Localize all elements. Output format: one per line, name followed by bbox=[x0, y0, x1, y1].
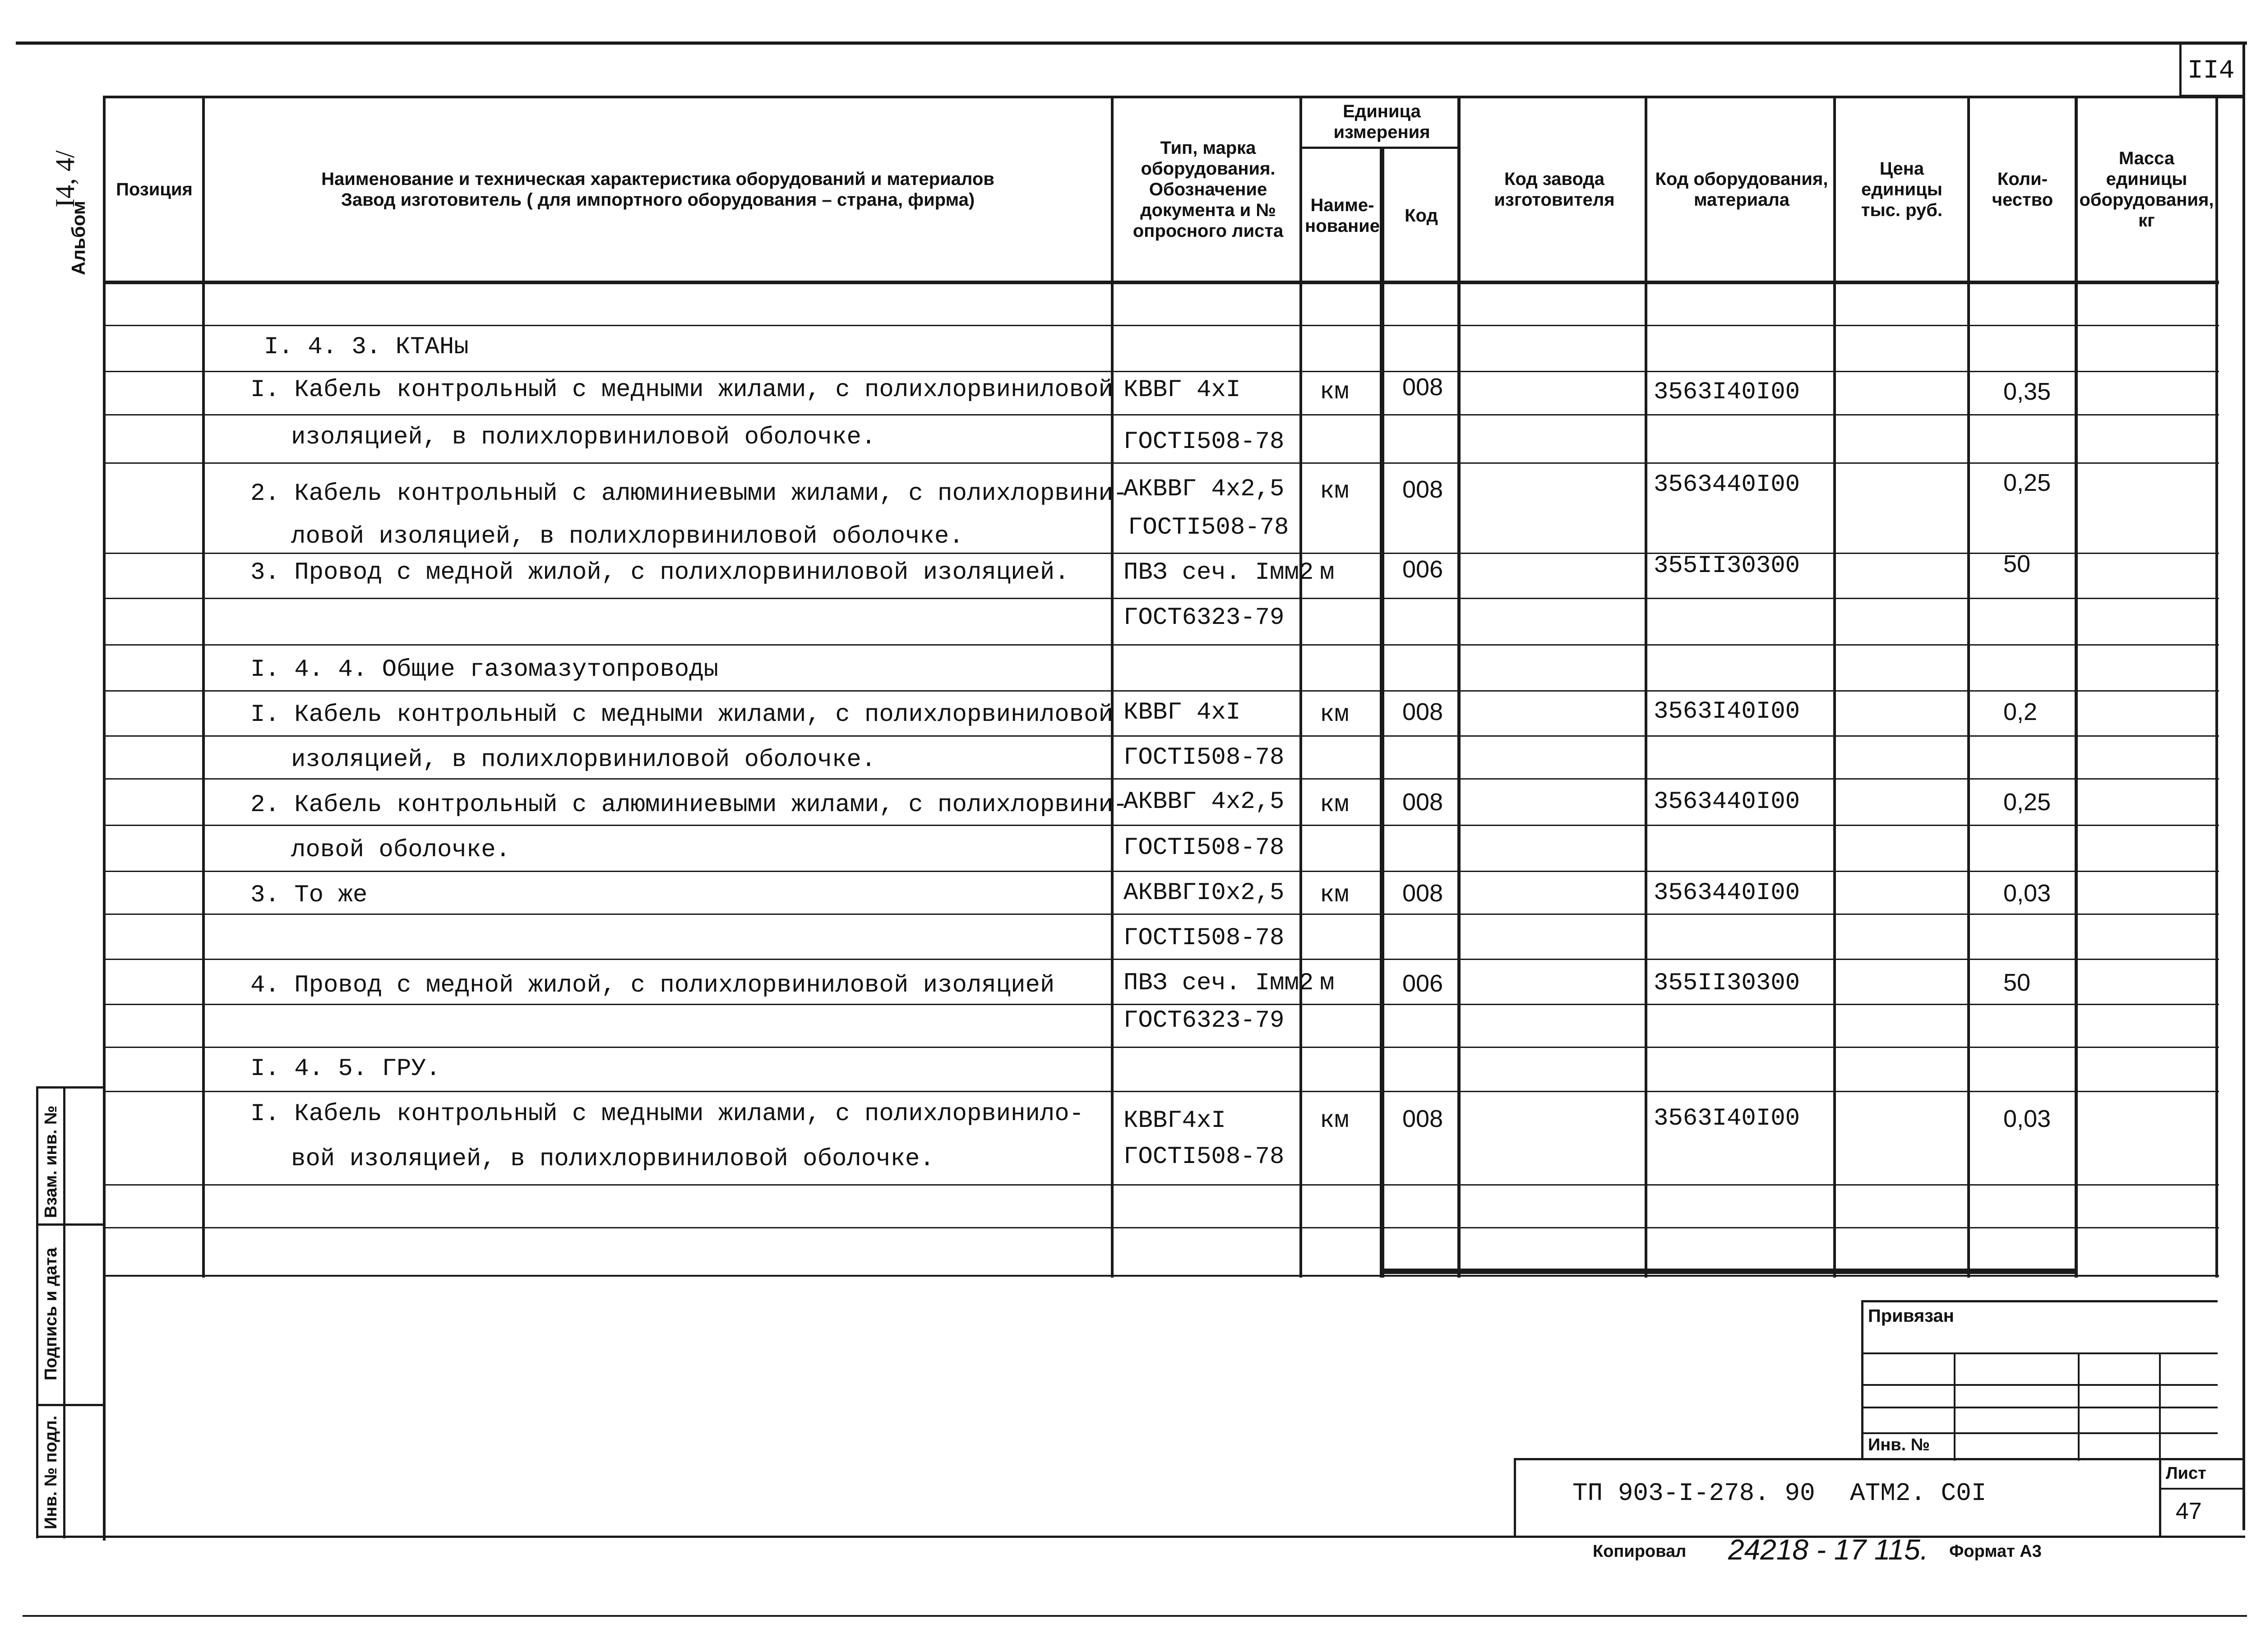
row-line bbox=[103, 1227, 2219, 1228]
row-line bbox=[103, 462, 2219, 464]
copied-label: Копировал bbox=[1593, 1542, 1687, 1561]
privyazan-grid-v1 bbox=[1954, 1352, 1956, 1461]
doc-code: ТП 903-I-278. 90 bbox=[1572, 1479, 1815, 1508]
copied-number: 24218 - 17 115. bbox=[1728, 1533, 1928, 1566]
row-code: 008 bbox=[1402, 880, 1443, 907]
bold-block-bottom bbox=[1380, 1269, 2078, 1274]
row-type: ГОСТI508-78 bbox=[1123, 834, 1285, 862]
row-line bbox=[103, 1004, 2219, 1005]
row-name: изоляцией, в полихлорвиниловой оболочке. bbox=[291, 424, 876, 451]
col-line-10 bbox=[2215, 96, 2218, 1278]
row-unit: км bbox=[1320, 478, 1349, 505]
row-line bbox=[103, 371, 2219, 372]
row-name: 2. Кабель контрольный с алюминиевыми жилами, с полихлорвини- bbox=[250, 480, 1128, 508]
row-code: 008 bbox=[1402, 476, 1443, 503]
header-unit-group: Единица измерения bbox=[1333, 102, 1430, 142]
sheet-box-divider bbox=[2159, 1488, 2245, 1490]
privyazan-label: Привязан bbox=[1868, 1306, 1954, 1326]
row-line bbox=[103, 1047, 2219, 1048]
row-equip: 3563440I00 bbox=[1654, 471, 1800, 498]
header-unit-name: Наиме- нование bbox=[1305, 195, 1380, 236]
table-bottom-line bbox=[103, 1275, 2219, 1277]
privyazan-grid-v2 bbox=[2078, 1352, 2080, 1461]
row-equip: 355II30300 bbox=[1654, 552, 1800, 580]
row-type: ГОСТI508-78 bbox=[1123, 924, 1285, 952]
row-type: ПВЗ сеч. Iмм2 bbox=[1123, 559, 1314, 586]
row-type: ГОСТI508-78 bbox=[1123, 744, 1285, 771]
row-qty: 0,2 bbox=[2003, 698, 2038, 725]
col-line-3 bbox=[1299, 96, 1302, 1278]
header-mass: Масса единицы оборудования, кг bbox=[2079, 148, 2214, 231]
doc-box-left bbox=[1514, 1458, 1516, 1537]
header-plant-code: Код завода изготовителя bbox=[1494, 169, 1615, 210]
row-qty: 0,03 bbox=[2003, 880, 2051, 907]
row-equip: 355II30300 bbox=[1654, 969, 1800, 997]
row-code: 006 bbox=[1402, 970, 1443, 997]
header-type: Тип, марка оборудования. Обозначение документа и № опросного листа bbox=[1133, 138, 1284, 241]
row-name: вой изоляцией, в полихлорвиниловой оболочке. bbox=[291, 1145, 934, 1173]
col-line-1 bbox=[202, 96, 205, 1278]
row-code: 006 bbox=[1402, 556, 1443, 583]
row-unit: км bbox=[1320, 881, 1349, 909]
row-equip: 3563440I00 bbox=[1654, 879, 1800, 907]
row-name: I. Кабель контрольный с медными жилами, с полихлорвинило- bbox=[250, 1100, 1084, 1128]
row-type: АКВВГ 4х2,5 bbox=[1123, 475, 1285, 503]
format-label: Формат А3 bbox=[1949, 1542, 2042, 1561]
inv-no-label: Инв. № bbox=[1868, 1435, 1930, 1454]
row-type: ГОСТ6323-79 bbox=[1123, 1007, 1285, 1034]
row-line bbox=[103, 644, 2219, 646]
row-line bbox=[103, 914, 2219, 915]
row-type: КВВГ 4хI bbox=[1123, 376, 1241, 404]
row-qty: 0,35 bbox=[2003, 378, 2051, 405]
row-type: ГОСТI508-78 bbox=[1123, 428, 1285, 456]
row-name: 4. Провод с медной жилой, с полихлорвиниловой изоляцией bbox=[250, 972, 1055, 999]
row-type: КВВГ 4хI bbox=[1123, 699, 1241, 726]
row-equip: 3563440I00 bbox=[1654, 788, 1800, 816]
row-unit: м bbox=[1320, 559, 1335, 586]
stamp-top bbox=[36, 1086, 104, 1089]
stamp-inner-left bbox=[63, 1087, 65, 1538]
row-name: ловой оболочке. bbox=[291, 836, 511, 864]
row-line bbox=[103, 325, 2219, 326]
row-equip: 3563I40I00 bbox=[1654, 698, 1800, 725]
col-line-4 bbox=[1380, 147, 1384, 1278]
row-line bbox=[103, 1091, 2219, 1092]
row-code: 008 bbox=[1402, 374, 1443, 401]
col-line-8 bbox=[1967, 96, 1970, 1278]
row-type: АКВВГ 4х2,5 bbox=[1123, 788, 1285, 816]
doc-box-top bbox=[1514, 1458, 2245, 1460]
row-line bbox=[103, 1184, 2219, 1186]
row-name: I. 4. 5. ГРУ. bbox=[250, 1055, 441, 1083]
row-name: изоляцией, в полихлорвиниловой оболочке. bbox=[291, 746, 876, 774]
privyazan-grid-v3 bbox=[2159, 1352, 2161, 1461]
row-equip: 3563I40I00 bbox=[1654, 1105, 1800, 1132]
row-type: ГОСТI508-78 bbox=[1123, 1143, 1285, 1171]
row-equip: 3563I40I00 bbox=[1654, 378, 1800, 406]
header-equipment-code: Код оборудования, материала bbox=[1655, 169, 1828, 210]
row-line bbox=[103, 735, 2219, 737]
unit-group-divider bbox=[1300, 147, 1458, 149]
sheet-label: Лист bbox=[2166, 1464, 2206, 1483]
row-name: I. Кабель контрольный с медными жилами, с полихлорвиниловой bbox=[250, 376, 1113, 404]
frame-right-line bbox=[2242, 42, 2245, 1530]
row-line bbox=[103, 690, 2219, 692]
row-unit: км bbox=[1320, 701, 1349, 729]
row-unit: км bbox=[1320, 378, 1349, 406]
row-line bbox=[103, 598, 2219, 599]
frame-top-line bbox=[16, 42, 2247, 45]
row-qty: 50 bbox=[2003, 969, 2031, 996]
row-type: ГОСТ6323-79 bbox=[1123, 604, 1285, 632]
row-name: ловой изоляцией, в полихлорвиниловой оболочке. bbox=[291, 523, 964, 550]
stamp-inv-label: Инв. № подл. bbox=[42, 1415, 60, 1529]
row-name: I. Кабель контрольный с медными жилами, с полихлорвиниловой bbox=[250, 701, 1113, 729]
row-unit: км bbox=[1320, 791, 1349, 819]
row-line bbox=[103, 414, 2219, 415]
privyazan-box-top bbox=[1861, 1300, 2218, 1302]
row-type: АКВВГI0х2,5 bbox=[1123, 879, 1285, 907]
row-qty: 0,25 bbox=[2003, 789, 2051, 816]
page-number: II4 bbox=[2187, 56, 2235, 86]
album-label: Альбом bbox=[68, 201, 89, 275]
stamp-vzam-label: Взам. инв. № bbox=[42, 1105, 60, 1218]
privyazan-grid-h2 bbox=[1861, 1384, 2218, 1386]
row-type: ПВЗ сеч. Iмм2 bbox=[1123, 969, 1314, 997]
col-line-9 bbox=[2075, 96, 2078, 1278]
sheet-bottom-line bbox=[23, 1615, 2247, 1617]
privyazan-grid-h3 bbox=[1861, 1407, 2218, 1408]
row-name: 3. То же bbox=[250, 881, 368, 909]
row-qty: 0,25 bbox=[2003, 469, 2051, 496]
header-qty: Коли- чество bbox=[1992, 169, 2053, 210]
album-value: I4, 4/ bbox=[50, 150, 80, 208]
row-code: 008 bbox=[1402, 789, 1443, 816]
stamp-podpis-label: Подпись и дата bbox=[42, 1247, 60, 1380]
stamp-outer-left bbox=[36, 1087, 38, 1538]
header-unit-code: Код bbox=[1405, 205, 1438, 226]
row-unit: км bbox=[1320, 1107, 1349, 1135]
col-line-6 bbox=[1645, 96, 1647, 1278]
col-line-5 bbox=[1457, 96, 1461, 1278]
stamp-bottom bbox=[36, 1536, 104, 1538]
stamp-divider-1 bbox=[36, 1223, 104, 1226]
row-qty: 50 bbox=[2003, 550, 2031, 577]
frame-left-line bbox=[103, 97, 106, 1541]
header-name: Наименование и техническая характеристика оборудований и материалов Завод изготовитель ( для импортного оборудования – страна, фирма) bbox=[321, 169, 994, 210]
doc-mark: АТМ2. С0I bbox=[1850, 1479, 1987, 1508]
row-line bbox=[103, 959, 2219, 960]
header-position: Позиция bbox=[116, 180, 193, 199]
privyazan-grid-h4 bbox=[1861, 1432, 2218, 1434]
row-name: 2. Кабель контрольный с алюминиевыми жилами, с полихлорвини- bbox=[250, 791, 1128, 819]
privyazan-box-left bbox=[1861, 1300, 1863, 1460]
row-qty: 0,03 bbox=[2003, 1105, 2051, 1132]
row-line bbox=[103, 778, 2219, 780]
row-name: I. 4. 3. КТАНы bbox=[264, 333, 469, 361]
privyazan-grid-h1 bbox=[1861, 1352, 2218, 1354]
sheet-number: 47 bbox=[2176, 1498, 2202, 1524]
sheet-box-left bbox=[2159, 1458, 2161, 1537]
row-unit: м bbox=[1320, 969, 1335, 997]
row-line bbox=[103, 553, 2219, 554]
col-line-2 bbox=[1111, 96, 1114, 1278]
header-price: Цена единицы тыс. руб. bbox=[1861, 159, 1943, 220]
row-type: ГОСТI508-78 bbox=[1128, 514, 1289, 541]
stamp-divider-2 bbox=[36, 1404, 104, 1406]
row-name: I. 4. 4. Общие газомазутопроводы bbox=[250, 656, 718, 683]
row-line bbox=[103, 825, 2219, 826]
row-code: 008 bbox=[1402, 698, 1443, 725]
row-code: 008 bbox=[1402, 1105, 1443, 1132]
page-number-box-left bbox=[2179, 43, 2182, 97]
col-line-7 bbox=[1833, 96, 1836, 1278]
row-line bbox=[103, 871, 2219, 872]
row-type: КВВГ4хI bbox=[1123, 1107, 1226, 1135]
row-name: 3. Провод с медной жилой, с полихлорвиниловой изоляцией. bbox=[250, 559, 1069, 586]
